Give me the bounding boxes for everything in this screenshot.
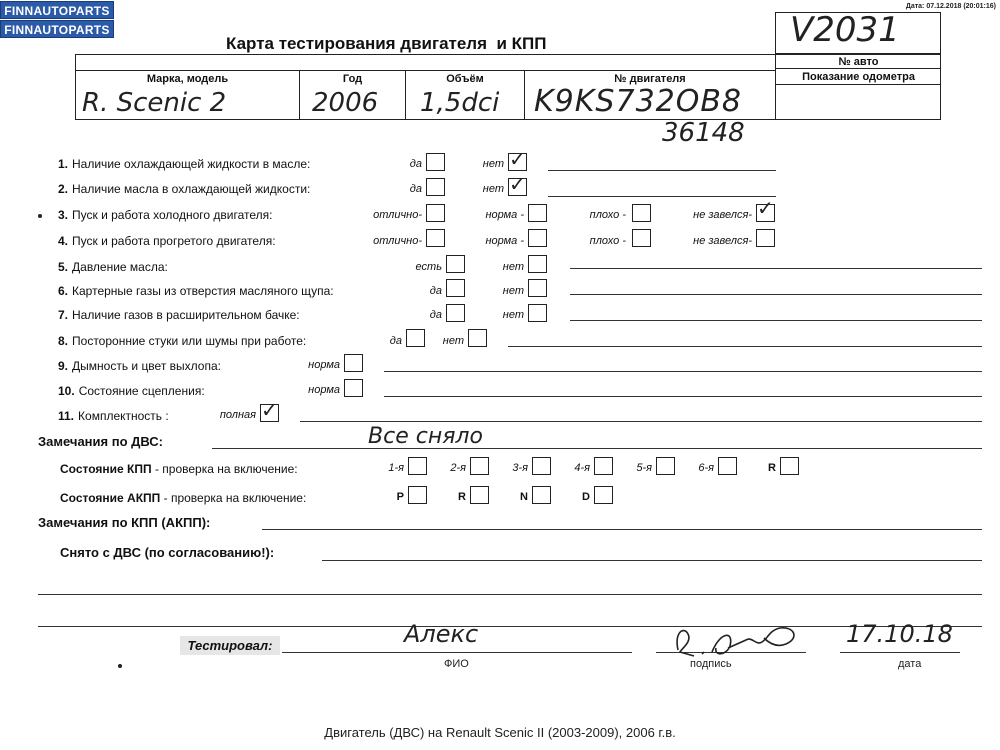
comment-line (548, 196, 776, 197)
date-value: 17.10.18 (846, 620, 953, 648)
checklist-row: 4. Пуск и работа прогретого двигателя: (58, 234, 276, 248)
checklist-row: 6. Картерные газы из отверстия масляного щупа: (58, 284, 334, 298)
year-value: 2006 (312, 88, 379, 118)
remarks-engine-label: Замечания по ДВС: (38, 434, 163, 449)
gear-label: D (582, 491, 590, 503)
option-label: да (429, 285, 442, 297)
checkbox-bad[interactable] (632, 204, 651, 222)
name-line (282, 652, 632, 653)
tested-by-label: Тестировал: (180, 636, 280, 655)
checklist-row: 11. Комплектность : (58, 409, 169, 423)
sign-label: подпись (690, 658, 732, 670)
checkbox-yes[interactable] (446, 279, 465, 297)
blank-line (38, 626, 982, 627)
gear-label: 3-я (512, 462, 528, 474)
gear-checkbox[interactable] (594, 486, 613, 504)
comment-line (384, 396, 982, 397)
handwritten-signature (668, 612, 808, 662)
gear-checkbox[interactable] (532, 457, 551, 475)
gear-checkbox[interactable] (780, 457, 799, 475)
gear-label: 6-я (698, 462, 714, 474)
option-label: отлично- (373, 209, 422, 221)
option-label: да (409, 183, 422, 195)
margin-dot (38, 214, 42, 218)
checkbox-normal[interactable] (528, 204, 547, 222)
option-label: норма (308, 359, 340, 371)
option-label: нет (442, 335, 464, 347)
checklist-row: 9. Дымность и цвет выхлопа: (58, 359, 221, 373)
comment-line (508, 346, 982, 347)
tester-name: Алекс (404, 620, 479, 648)
checkbox-bad[interactable] (632, 229, 651, 247)
remarks-kpp-label: Замечания по КПП (АКПП): (38, 515, 211, 530)
option-label: полная (219, 409, 256, 421)
header-auto-label: № авто (838, 56, 879, 68)
option-label: нет (482, 158, 504, 170)
header-engine-label: № двигателя (614, 73, 686, 85)
date-line (840, 652, 960, 653)
fio-label: ФИО (444, 658, 469, 670)
gear-label: R (458, 491, 466, 503)
extra-number: 36148 (662, 118, 745, 148)
option-label: плохо - (589, 235, 626, 247)
checkbox-yes[interactable] (446, 255, 465, 273)
checklist-row: 1. Наличие охлаждающей жидкости в масле: (58, 157, 311, 171)
gear-checkbox[interactable] (408, 457, 427, 475)
volume-value: 1,5dci (420, 88, 500, 118)
gear-label: 5-я (636, 462, 652, 474)
doc-code: V2031 (790, 10, 900, 50)
gear-checkbox[interactable] (408, 486, 427, 504)
gear-label: 2-я (450, 462, 466, 474)
check-mark: ✓ (261, 398, 278, 422)
engine-value: K9KS732OB8 (534, 84, 743, 119)
option-label: нет (502, 285, 524, 297)
option-label: нет (502, 309, 524, 321)
gear-checkbox[interactable] (470, 486, 489, 504)
option-label: да (429, 309, 442, 321)
removed-label: Снято с ДВС (по согласованию!): (60, 545, 275, 560)
kpp-row: Состояние КПП - проверка на включение: (60, 462, 298, 476)
option-label: есть (415, 261, 442, 273)
gear-checkbox[interactable] (532, 486, 551, 504)
checkbox-no[interactable] (468, 329, 487, 347)
checklist-row: 10. Состояние сцепления: (58, 384, 205, 398)
header-volume-label: Объём (446, 73, 484, 85)
option-label: норма (308, 384, 340, 396)
comment-line (570, 268, 982, 269)
checkbox-excellent[interactable] (426, 204, 445, 222)
margin-dot (118, 664, 122, 668)
gear-checkbox[interactable] (594, 457, 613, 475)
checklist-row: 2. Наличие масла в охлаждающей жидкости: (58, 182, 311, 196)
watermark-logo: FINNAUTOPARTS (0, 20, 114, 38)
checkbox-normal[interactable] (344, 379, 363, 397)
checkbox-yes[interactable] (446, 304, 465, 322)
checkbox-no[interactable] (528, 279, 547, 297)
checkbox-not-started[interactable] (756, 229, 775, 247)
remarks-kpp-line (262, 529, 982, 530)
gear-label: N (520, 491, 528, 503)
header-divider (75, 70, 775, 71)
gear-label: 1-я (388, 462, 404, 474)
checkbox-no[interactable] (528, 255, 547, 273)
blank-line (38, 594, 982, 595)
date-label: дата (898, 658, 922, 670)
remarks-engine-value: Все сняло (368, 424, 483, 449)
gear-label: R (768, 462, 776, 474)
akpp-row: Состояние АКПП - проверка на включение: (60, 491, 307, 505)
comment-line (300, 421, 982, 422)
checklist-row: 5. Давление масла: (58, 260, 168, 274)
option-label: да (409, 158, 422, 170)
header-divider (775, 84, 941, 85)
check-mark: ✓ (509, 172, 526, 196)
comment-line (570, 320, 982, 321)
option-label: отлично- (373, 235, 422, 247)
model-value: R. Scenic 2 (82, 88, 227, 118)
option-label: плохо - (589, 209, 626, 221)
watermark-logo: FINNAUTOPARTS (0, 1, 114, 19)
comment-line (570, 294, 982, 295)
comment-line (384, 371, 982, 372)
removed-line (322, 560, 982, 561)
gear-label: 4-я (574, 462, 590, 474)
checkbox-yes[interactable] (426, 153, 445, 171)
gear-checkbox[interactable] (718, 457, 737, 475)
gear-label: P (396, 491, 404, 503)
checklist-row: 7. Наличие газов в расширительном бачке: (58, 308, 300, 322)
option-label: норма - (485, 209, 524, 221)
comment-line (548, 170, 776, 171)
option-label: не завелся- (693, 209, 752, 221)
checklist-row: 3. Пуск и работа холодного двигателя: (58, 208, 273, 222)
checkbox-normal[interactable] (528, 229, 547, 247)
option-label: не завелся- (693, 235, 752, 247)
gear-checkbox[interactable] (656, 457, 675, 475)
checkbox-yes[interactable] (426, 178, 445, 196)
header-odometer-label: Показание одометра (802, 71, 915, 83)
image-caption: Двигатель (ДВС) на Renault Scenic II (2003-2009), 2006 г.в. (324, 725, 676, 740)
header-year-label: Год (342, 73, 363, 85)
checkbox-normal[interactable] (344, 354, 363, 372)
option-label: нет (502, 261, 524, 273)
remarks-engine-line (212, 448, 982, 449)
check-mark: ✓ (757, 196, 774, 220)
header-model-label: Марка, модель (146, 73, 229, 85)
gear-checkbox[interactable] (470, 457, 489, 475)
option-label: да (389, 335, 402, 347)
checkbox-yes[interactable] (406, 329, 425, 347)
option-label: нет (482, 183, 504, 195)
header-divider (775, 68, 941, 69)
date-stamp: Дата: 07.12.2018 (20:01:16) (905, 3, 996, 10)
checkbox-excellent[interactable] (426, 229, 445, 247)
check-mark: ✓ (509, 147, 526, 171)
page-title: Карта тестирования двигателя и КПП (226, 34, 547, 53)
option-label: норма - (485, 235, 524, 247)
checkbox-no[interactable] (528, 304, 547, 322)
checklist-row: 8. Посторонние стуки или шумы при работе: (58, 334, 307, 348)
